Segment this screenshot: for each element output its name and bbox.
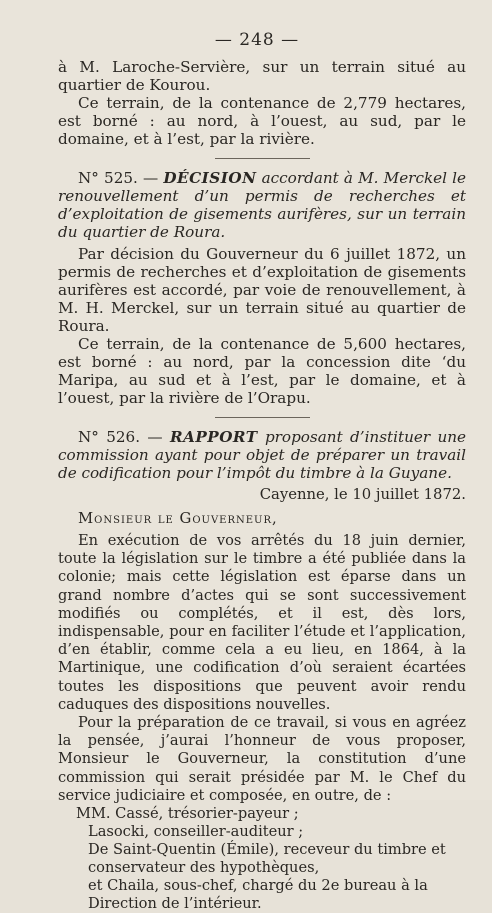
member-2: Lasocki, conseiller-auditeur ;: [88, 823, 304, 841]
letter-date: Cayenne, le 10 juillet 1872.: [259, 486, 466, 503]
section-526-heading: [58, 428, 466, 482]
section-526-paragraph-2: Pour la préparation de ce travail, si vous en agréez la pensée, j’aurai l’honneur de vous proposer, Monsieur le Gouverneur, la constitution d’une commission qui serait présidée par M. le Chef du service judiciaire et composée, en outre, de :: [58, 714, 466, 804]
section-525-kind: DÉCISION: [163, 169, 257, 187]
member-3: De Saint-Quentin (Émile), receveur du timbre et conservateur des hypothèques,: [88, 841, 446, 877]
section-525-number: N° 525. —: [78, 169, 164, 187]
section-525-paragraph-1: Par décision du Gouverneur du 6 juillet 1872, un permis de recherches et d’exploitation de gisements aurifères est accordé, par voie de renouvellement, à M. H. Merckel, sur un terrain situé au quartier de Roura.: [58, 245, 466, 335]
section-525-paragraph-2: Ce terrain, de la contenance de 5,600 hectares, est borné : au nord, par la concession dite ‘du Maripa, au sud et à l’est, par le domaine, et à l’ouest, par la rivière de l’Orapu.: [58, 335, 466, 407]
section-526-number: N° 526. —: [78, 428, 170, 446]
section-divider: [215, 158, 310, 159]
letter-salutation: Monsieur le Gouverneur,: [78, 510, 278, 527]
member-4: et Chaila, sous-chef, chargé du 2e bureau à la Direction de l’intérieur.: [88, 877, 428, 913]
member-1: MM. Cassé, trésorier-payeur ;: [76, 805, 299, 823]
intro-text: à M. Laroche-Servière, sur un terrain situé au quartier de Kourou.: [58, 58, 466, 94]
commission-members: [58, 805, 466, 913]
section-525-heading: [58, 169, 466, 241]
page-number: — 248 —: [214, 30, 300, 50]
section-526-title: proposant d’instituer une commission ayant pour objet de préparer un travail de codification pour l’impôt du timbre à la Guyane.: [58, 428, 466, 482]
intro-paragraph: Ce terrain, de la contenance de 2,779 hectares, est borné : au nord, à l’ouest, au sud, par le domaine, et à l’est, par la rivière.: [58, 94, 466, 148]
section-526-kind: RAPPORT: [169, 428, 258, 446]
section-526-paragraph-1: En exécution de vos arrêtés du 18 juin dernier, toute la législation sur le timbre a été publiée dans la colonie; mais cette législation est éparse dans un grand nombre d’actes qui se sont successivement modifiés ou complétés, et il est, dès lors, indispensable, pour en faciliter l’étude et l’application, d’en établir, comme cela a eu lieu, en 1864, à la Martinique, une codification d’où seraient écartées toutes les dispositions que peuvent avoir rendu caduques des dispositions nouvelles.: [58, 532, 466, 713]
section-divider: [215, 417, 310, 418]
section-525-title: accordant à M. Merckel le renouvellement d’un permis de recherches et d’exploitation de gisements aurifères, sur un terrain du quartier de Roura.: [58, 169, 466, 241]
